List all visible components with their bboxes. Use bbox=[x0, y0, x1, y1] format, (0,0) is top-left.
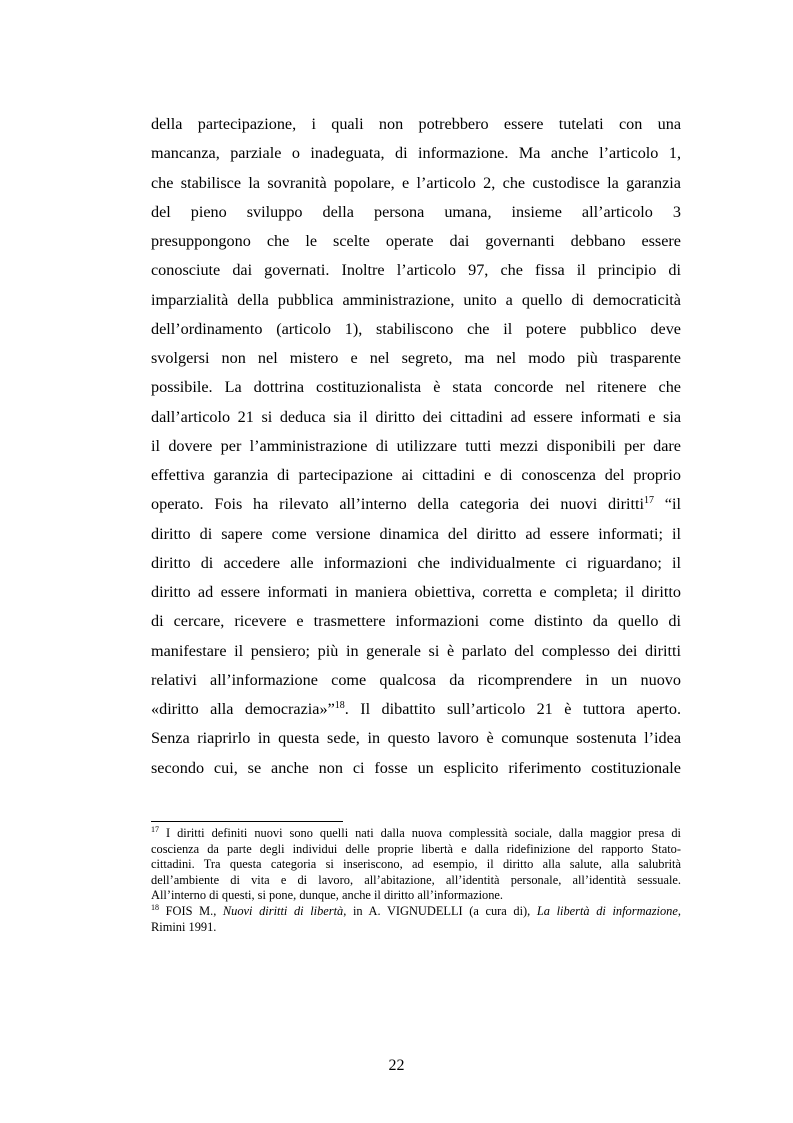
footnote-title: La libertà di informazione bbox=[536, 903, 678, 918]
body-line: dall’articolo 21 si deduca sia il diritto dei cittadini ad essere informati e sia bbox=[151, 407, 681, 426]
body-line: effettiva garanzia di partecipazione ai cittadini e di conoscenza del proprio bbox=[151, 466, 681, 484]
body-line: presuppongono che le scelte operate dai governanti debbano essere bbox=[151, 232, 681, 250]
footnote-author: FOIS M., bbox=[159, 903, 223, 918]
footnote-mark-18: 18 bbox=[151, 902, 159, 912]
footnote-line: cittadini. Tra questa categoria si inseriscono, ad esempio, il diritto alla salute, alla salubrità bbox=[151, 857, 681, 872]
body-line: relativi all’informazione come qualcosa da ricomprendere in un nuovo bbox=[151, 670, 681, 689]
footnote-18 bbox=[151, 904, 681, 920]
footnote-title: Nuovi diritti di libertà bbox=[222, 903, 344, 918]
body-line: del pieno sviluppo della persona umana, insieme all’articolo 3 bbox=[151, 202, 681, 221]
body-line: conosciute dai governati. Inoltre l’articolo 97, che fissa il principio di bbox=[151, 261, 681, 280]
footnote-line: dell’ambiente di vita e di lavoro, all’abitazione, all’identità personale, all’identità sessuale. bbox=[151, 872, 681, 887]
footnote-separator bbox=[151, 821, 343, 822]
body-line: imparzialità della pubblica amministrazione, unito a quello di democraticità bbox=[151, 290, 681, 309]
footnotes bbox=[151, 826, 681, 935]
body-line: manifestare il pensiero; più in generale si è parlato del complesso dei diritti bbox=[151, 641, 681, 660]
footnote-ref-17[interactable]: 17 bbox=[644, 495, 655, 507]
body-text bbox=[151, 110, 681, 783]
body-line-footnote-ref-18 bbox=[151, 695, 681, 724]
footnote-mark-17: 17 bbox=[151, 825, 159, 834]
footnote-text: I diritti definiti nuovi sono quelli nati dalla nuova complessità sociale, dalla maggior presa di bbox=[159, 826, 681, 840]
page-number: 22 bbox=[388, 1057, 405, 1074]
body-line: il dovere per l’amministrazione di utilizzare tutti mezzi disponibili per dare bbox=[151, 436, 681, 455]
line-text: operato. Fois ha rilevato all’interno della categoria dei nuovi diritti bbox=[151, 495, 645, 514]
body-line: secondo cui, se anche non ci fosse un esplicito riferimento costituzionale bbox=[151, 758, 681, 777]
body-line: che stabilisce la sovranità popolare, e l’articolo 2, che custodisce la garanzia bbox=[151, 173, 681, 192]
line-text: «diritto alla democrazia»” bbox=[151, 700, 335, 718]
body-line: Senza riaprirlo in questa sede, in questo lavoro è comunque sostenuta l’idea bbox=[151, 729, 681, 748]
footnote-text: , bbox=[677, 903, 681, 918]
footnote-line: Rimini 1991. bbox=[151, 919, 217, 934]
body-line: diritto di accedere alle informazioni che individualmente ci riguardano; il bbox=[151, 553, 681, 572]
body-line: diritto ad essere informati in maniera obiettiva, corretta e completa; il diritto bbox=[151, 583, 681, 601]
body-line: diritto di sapere come versione dinamica del diritto ad essere informati; il bbox=[151, 524, 681, 543]
footnote-17 bbox=[151, 826, 681, 842]
body-line: dell’ordinamento (articolo 1), stabiliscono che il potere pubblico deve bbox=[151, 319, 681, 338]
footnote-text: , in A. VIGNUDELLI (a cura di), bbox=[343, 903, 537, 918]
body-line: svolgersi non nel mistero e nel segreto, ma nel modo più trasparente bbox=[151, 349, 681, 367]
footnote-ref-18[interactable]: 18 bbox=[334, 700, 345, 711]
line-text: . Il dibattito sull’articolo 21 è tuttora aperto. bbox=[344, 700, 681, 718]
body-line: di cercare, ricevere e trasmettere informazioni come distinto da quello di bbox=[151, 612, 681, 631]
body-line-footnote-ref-17 bbox=[151, 490, 681, 519]
footnote-line: All’interno di questi, si pone, dunque, anche il diritto all’informazione. bbox=[151, 888, 504, 903]
footnote-line: coscienza da parte degli individui delle proprie libertà e dalla ridefinizione del rapporto Stato- bbox=[151, 841, 681, 856]
body-line: possibile. La dottrina costituzionalista è stata concorde nel ritenere che bbox=[151, 378, 681, 397]
body-line: mancanza, parziale o inadeguata, di informazione. Ma anche l’articolo 1, bbox=[151, 144, 681, 163]
line-text: “il bbox=[654, 495, 681, 514]
body-line: della partecipazione, i quali non potrebbero essere tutelati con una bbox=[151, 115, 681, 133]
